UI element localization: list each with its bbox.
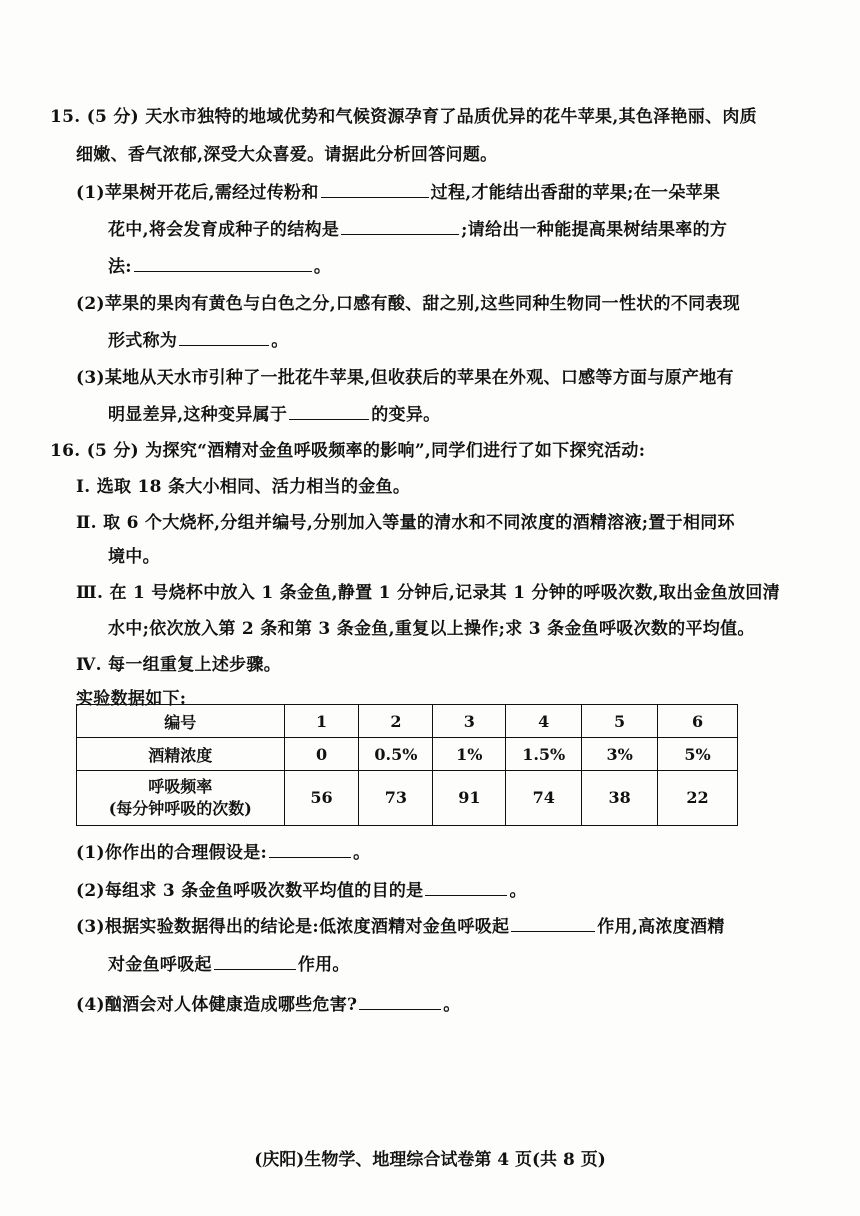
q16-blank-1[interactable] — [269, 841, 351, 858]
q16-answer1-text: (1)你作出的合理假设是: — [76, 843, 268, 863]
q15-part2-line1: (2)苹果的果肉有黄色与白色之分,口感有酸、甜之别,这些同种生物同一性状的不同表现 — [76, 294, 741, 314]
q16-answer4-text: (4)酗酒会对人体健康造成哪些危害? — [76, 995, 358, 1015]
q15-stem-line2: 细嫩、香气浓郁,深受大众喜爱。请据此分析回答问题。 — [76, 145, 498, 165]
q16-step3-line2: 水中;依次放入第 2 条和第 3 条金鱼,重复以上操作;求 3 条金鱼呼吸次数的平均值。 — [108, 619, 755, 639]
q15-part1-text-a: (1)苹果树开花后,需经过传粉和 — [76, 183, 319, 203]
q15-part2-text-a: 形式称为 — [108, 331, 178, 351]
q16-answer3-text-d: 作用。 — [297, 955, 350, 975]
experiment-data-table — [76, 704, 738, 826]
q16-step2-line2: 境中。 — [108, 547, 160, 567]
q15-stem-line1: 15. (5 分) 天水市独特的地域优势和气候资源孕育了品质优异的花牛苹果,其色泽艳丽、肉质 — [50, 107, 757, 127]
table-row-id — [77, 705, 738, 738]
table-row-rate — [77, 771, 738, 826]
table-cell-id: 4 — [506, 705, 582, 738]
q15-part2-line2 — [108, 326, 289, 351]
q15-blank-4[interactable] — [179, 329, 269, 346]
q15-part1-text-f: 。 — [313, 257, 332, 277]
q16-answer3-line1 — [76, 912, 725, 937]
table-cell-concentration: 5% — [658, 738, 738, 771]
q16-answer3-line2 — [108, 950, 350, 975]
table-header-rate — [77, 771, 285, 826]
table-cell-rate: 73 — [359, 771, 433, 826]
q16-answer2-text: (2)每组求 3 条金鱼呼吸次数平均值的目的是 — [76, 881, 424, 901]
table-cell-id: 5 — [582, 705, 658, 738]
q16-answer1 — [76, 838, 370, 863]
table-cell-id: 1 — [284, 705, 359, 738]
q16-blank-2[interactable] — [425, 879, 507, 896]
q15-part1-text-e: 法: — [108, 257, 132, 277]
q16-stem: 16. (5 分) 为探究“酒精对金鱼呼吸频率的影响”,同学们进行了如下探究活动: — [50, 441, 646, 461]
table-cell-concentration: 0 — [284, 738, 359, 771]
q16-step3-line1: Ⅲ. 在 1 号烧杯中放入 1 条金鱼,静置 1 分钟后,记录其 1 分钟的呼吸次数,取出金鱼放回清 — [76, 583, 780, 603]
q16-answer4-end: 。 — [443, 995, 461, 1015]
table-cell-rate: 22 — [658, 771, 738, 826]
q16-answer4 — [76, 990, 461, 1015]
q16-answer3-text-c: 对金鱼呼吸起 — [108, 955, 212, 975]
q15-part3-text-b: 的变异。 — [371, 405, 441, 425]
q15-part1-text-b: 过程,才能结出香甜的苹果;在一朵苹果 — [430, 183, 721, 203]
q15-part1-line1 — [76, 178, 720, 203]
q15-part1-line2 — [108, 215, 727, 240]
q15-blank-1[interactable] — [321, 181, 429, 198]
q15-part1-text-d: ;请给出一种能提高果树结果率的方 — [461, 220, 728, 240]
q15-blank-2[interactable] — [341, 218, 459, 235]
q16-step4: Ⅳ. 每一组重复上述步骤。 — [76, 655, 282, 675]
table-header-rate-line2: (每分钟呼吸的次数) — [108, 799, 252, 818]
table-cell-id: 2 — [359, 705, 433, 738]
table-cell-rate: 38 — [582, 771, 658, 826]
q16-step1: Ⅰ. 选取 18 条大小相同、活力相当的金鱼。 — [76, 477, 411, 497]
q16-answer3-text-b: 作用,高浓度酒精 — [597, 917, 725, 937]
table-cell-id: 6 — [658, 705, 738, 738]
table-cell-concentration: 0.5% — [359, 738, 433, 771]
table-cell-rate: 91 — [433, 771, 506, 826]
q15-part1-line3 — [108, 252, 331, 277]
q15-part3-line1: (3)某地从天水市引种了一批花牛苹果,但收获后的苹果在外观、口感等方面与原产地有 — [76, 368, 734, 388]
q16-blank-3[interactable] — [511, 915, 595, 932]
q16-step2-line1: Ⅱ. 取 6 个大烧杯,分组并编号,分别加入等量的清水和不同浓度的酒精溶液;置于相同环 — [76, 513, 735, 533]
table-header-concentration: 酒精浓度 — [77, 738, 285, 771]
table-cell-concentration: 3% — [582, 738, 658, 771]
q15-part3-line2 — [108, 400, 440, 425]
q15-blank-3[interactable] — [134, 255, 312, 272]
table-cell-rate: 56 — [284, 771, 359, 826]
q16-answer2 — [76, 876, 527, 901]
table-header-rate-line1: 呼吸频率 — [148, 777, 213, 796]
q16-blank-5[interactable] — [359, 993, 441, 1010]
q15-part3-text-a: 明显差异,这种变异属于 — [108, 405, 288, 425]
table-cell-concentration: 1.5% — [506, 738, 582, 771]
page-footer: (庆阳)生物学、地理综合试卷第 4 页(共 8 页) — [254, 1150, 606, 1170]
table-header-id: 编号 — [77, 705, 285, 738]
q16-answer2-end: 。 — [509, 881, 527, 901]
q16-answer3-text-a: (3)根据实验数据得出的结论是:低浓度酒精对金鱼呼吸起 — [76, 917, 510, 937]
q16-answer1-end: 。 — [353, 843, 371, 863]
table-cell-rate: 74 — [506, 771, 582, 826]
q16-blank-4[interactable] — [214, 953, 296, 970]
table-row-concentration — [77, 738, 738, 771]
q15-part2-text-b: 。 — [271, 331, 289, 351]
table-cell-concentration: 1% — [433, 738, 506, 771]
q15-blank-5[interactable] — [289, 403, 369, 420]
q15-part1-text-c: 花中,将会发育成种子的结构是 — [108, 220, 340, 240]
table-cell-id: 3 — [433, 705, 506, 738]
q16-table-caption: 实验数据如下: — [76, 689, 187, 709]
